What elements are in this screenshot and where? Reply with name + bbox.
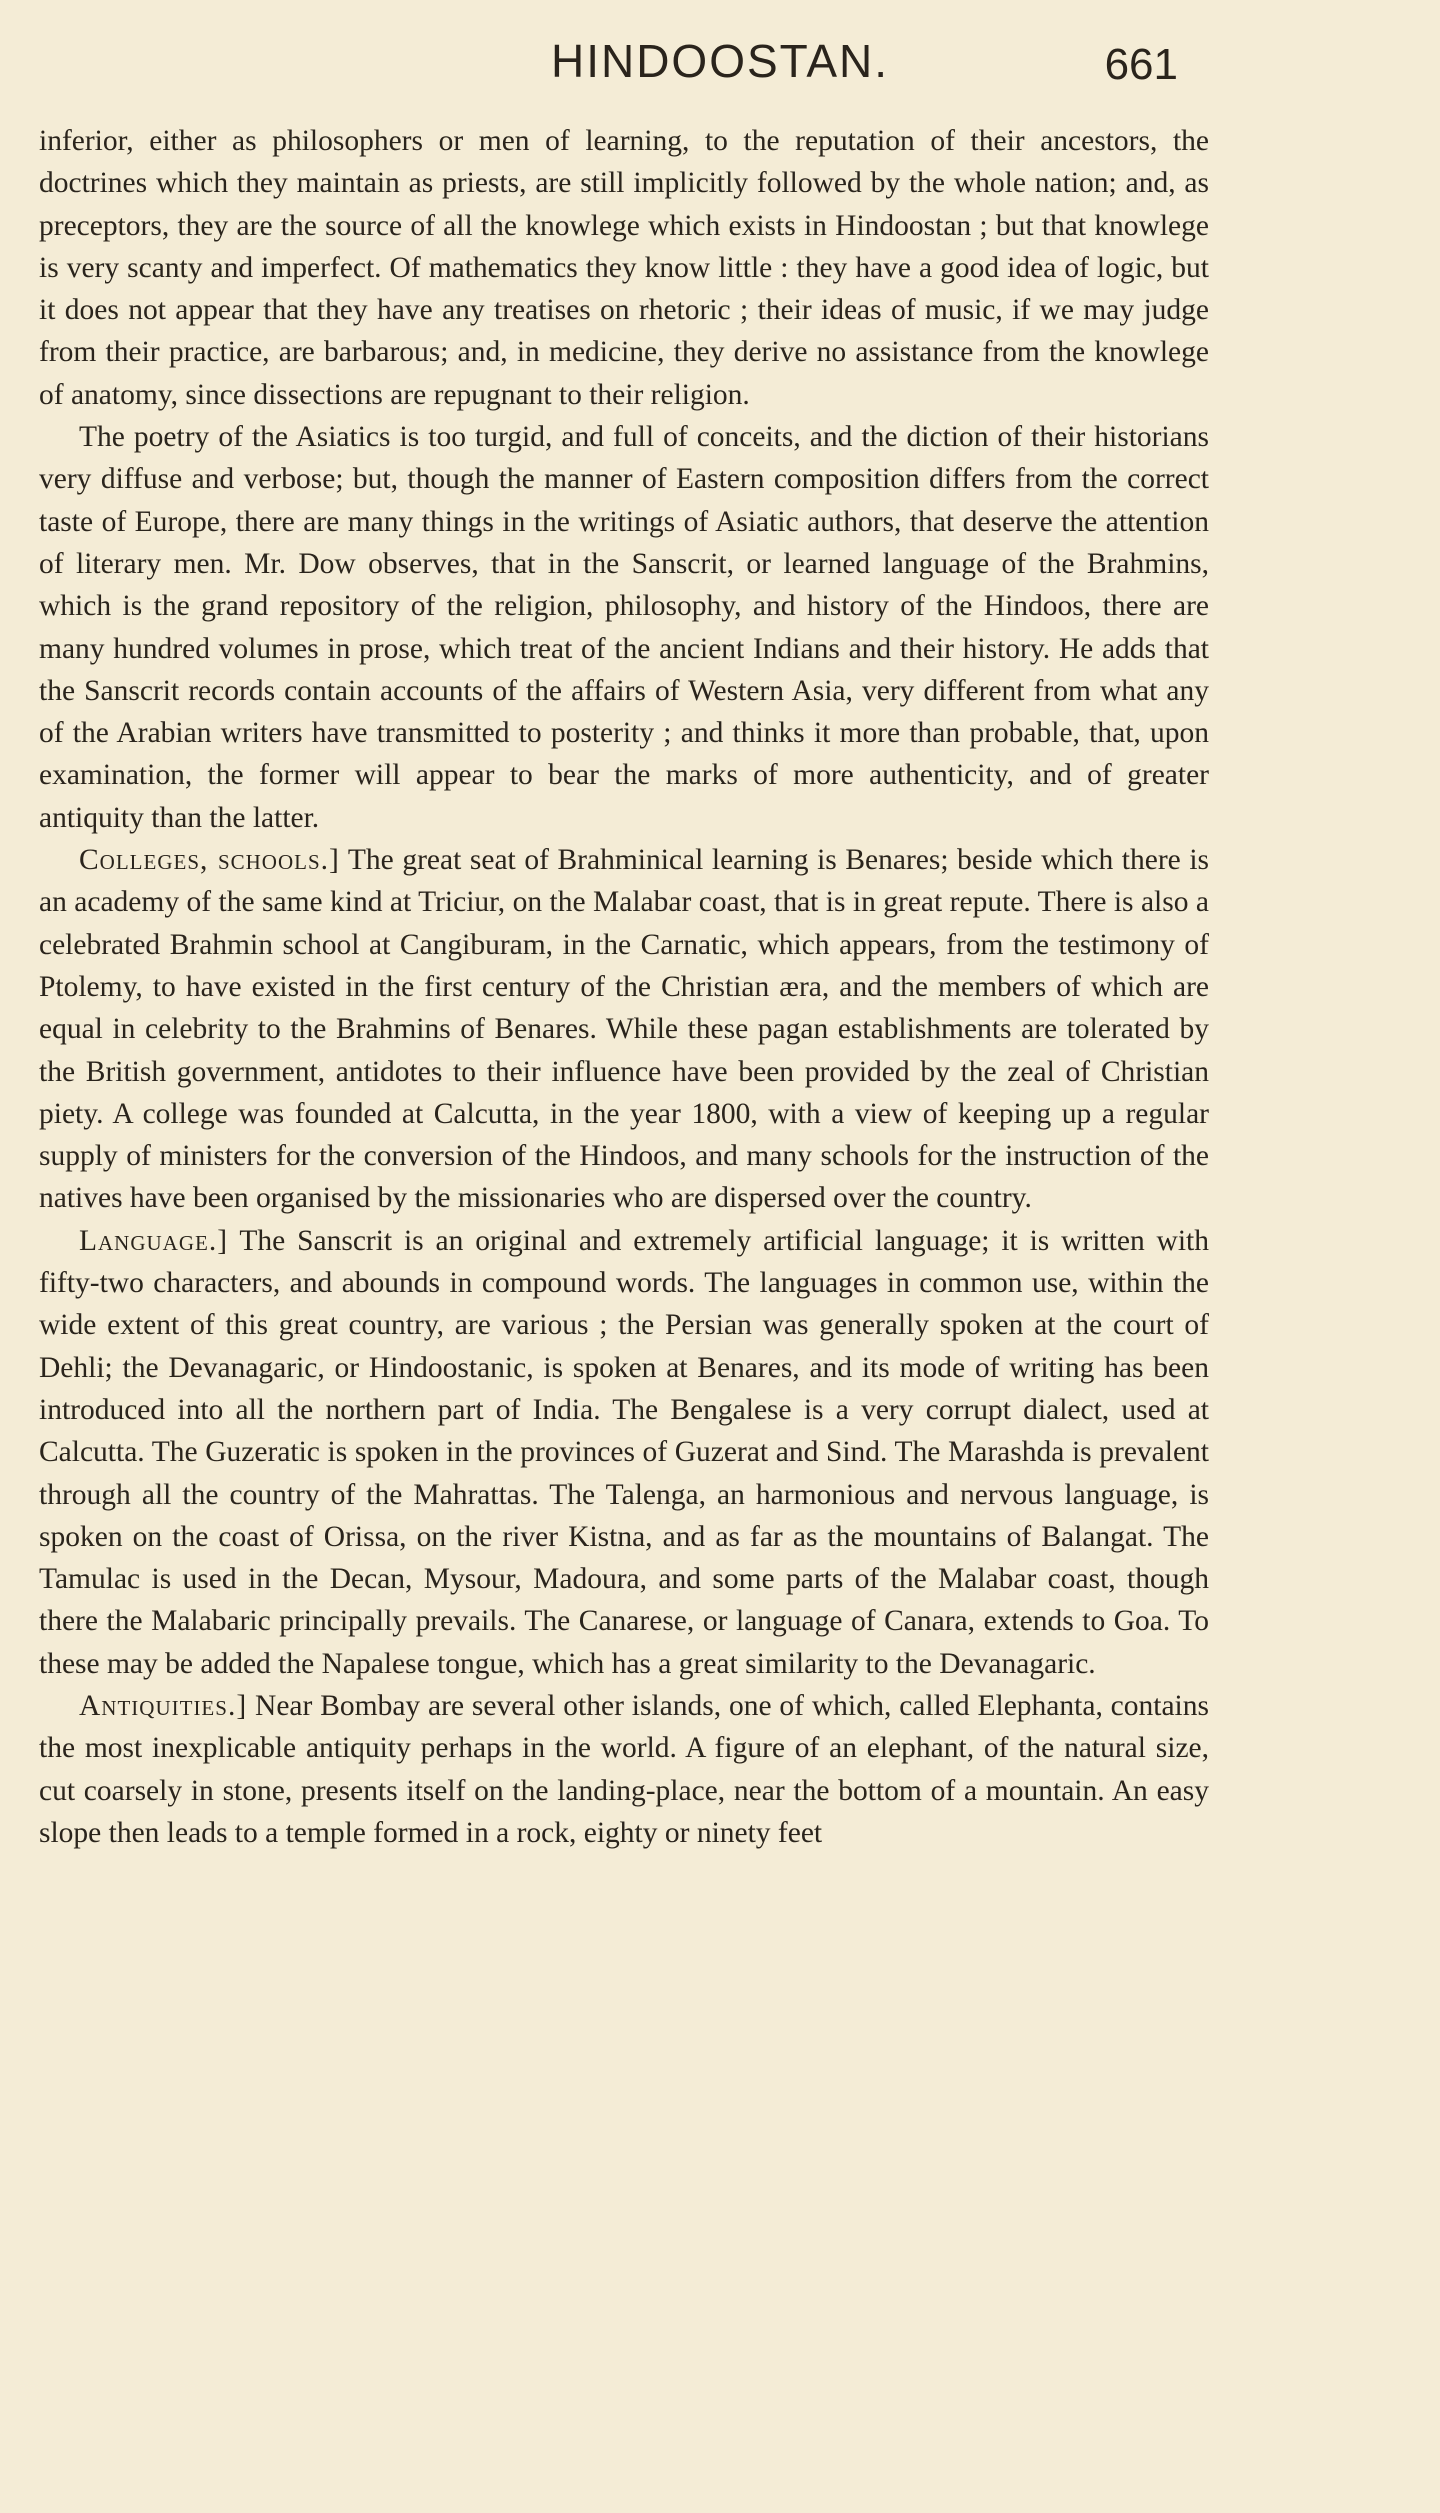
- section-heading-language: Language.]: [79, 1224, 229, 1257]
- running-title: HINDOOSTAN.: [550, 35, 890, 87]
- paragraph-text: The Sanscrit is an original and extremely artificial language; it is written with fifty-two characters, and abounds in compound words. The languages in common use, within the wide extent of this great country, are various ; the Persian was generally spoken at the court of Dehli; the Devanagaric, or Hindoostanic, is spoken at Benares, and its mode of writing has been introduced into all the northern part of India. The Bengalese is a very corrupt dialect, used at Calcutta. The Guzeratic is spoken in the provinces of Guzerat and Sind. The Marashda is prevalent through all the country of the Mahrattas. The Talenga, an harmonious and nervous language, is spoken on the coast of Orissa, on the river Kistna, and as far as the mountains of Balangat. The Tamulac is used in the Decan, Mysour, Madoura, and some parts of the Malabar coast, though there the Malabaric principally prevails. The Canarese, or language of Canara, extends to Goa. To these may be added the Napalese tongue, which has a great similarity to the Devanagaric.: [39, 1224, 1209, 1680]
- page-number: 661: [1104, 40, 1178, 89]
- paragraph-text: inferior, either as philosophers or men of learning, to the reputation of their ancestors, the doctrines which they maintain as priests, are still implicitly followed by the whole nation; and, as preceptors, they are the source of all the knowlege which exists in Hindoostan ; but that knowlege is very scanty and imperfect. Of mathematics they know little : they have a good idea of logic, but it does not appear that they have any treatises on rhetoric ; their ideas of music, if we may judge from their practice, are barbarous; and, in medicine, they derive no assistance from the knowlege of anatomy, since dissections are repugnant to their religion.: [39, 125, 1209, 411]
- paragraph-text: Near Bombay are several other islands, one of which, called Elephanta, contains the most inexplicable antiquity perhaps in the world. A figure of an elephant, of the natural size, cut coarsely in stone, presents itself on the landing-place, near the bottom of a mountain. An easy slope then leads to a temple formed in a rock, eighty or ninety feet: [39, 1689, 1209, 1849]
- paragraph-text: The great seat of Brahminical learning is Benares; beside which there is an academy of the same kind at Triciur, on the Malabar coast, that is in great repute. There is also a celebrated Brahmin school at Cangiburam, in the Carnatic, which appears, from the testimony of Ptolemy, to have existed in the first century of the Christian æra, and the members of which are equal in celebrity to the Brahmins of Benares. While these pagan establishments are tolerated by the British government, antidotes to their influence have been provided by the zeal of Christian piety. A college was founded at Calcutta, in the year 1800, with a view of keeping up a regular supply of ministers for the conversion of the Hindoos, and many schools for the instruction of the natives have been organised by the missionaries who are dispersed over the country.: [39, 844, 1209, 1215]
- paragraph-language: [39, 1220, 1209, 1685]
- paragraph-continuation: [39, 120, 1209, 416]
- page-header: [0, 28, 1440, 88]
- body-text: [39, 120, 1209, 1854]
- paragraph-poetry-of-asiatics: [39, 416, 1209, 839]
- paragraph-text: The poetry of the Asiatics is too turgid, and full of conceits, and the diction of their historians very diffuse and verbose; but, though the manner of Eastern composition differs from the correct taste of Europe, there are many things in the writings of Asiatic authors, that deserve the attention of literary men. Mr. Dow observes, that in the Sanscrit, or learned language of the Brahmins, which is the grand repository of the religion, philosophy, and history of the Hindoos, there are many hundred volumes in prose, which treat of the ancient Indians and their history. He adds that the Sanscrit records contain accounts of the affairs of Western Asia, very different from what any of the Arabian writers have transmitted to posterity ; and thinks it more than probable, that, upon examination, the former will appear to bear the marks of more authenticity, and of greater antiquity than the latter.: [39, 421, 1209, 834]
- paragraph-colleges-schools: [39, 839, 1209, 1220]
- section-heading-antiquities: Antiquities.]: [79, 1689, 248, 1722]
- section-heading-colleges-schools: Colleges, schools.]: [79, 844, 340, 877]
- paragraph-antiquities: [39, 1685, 1209, 1854]
